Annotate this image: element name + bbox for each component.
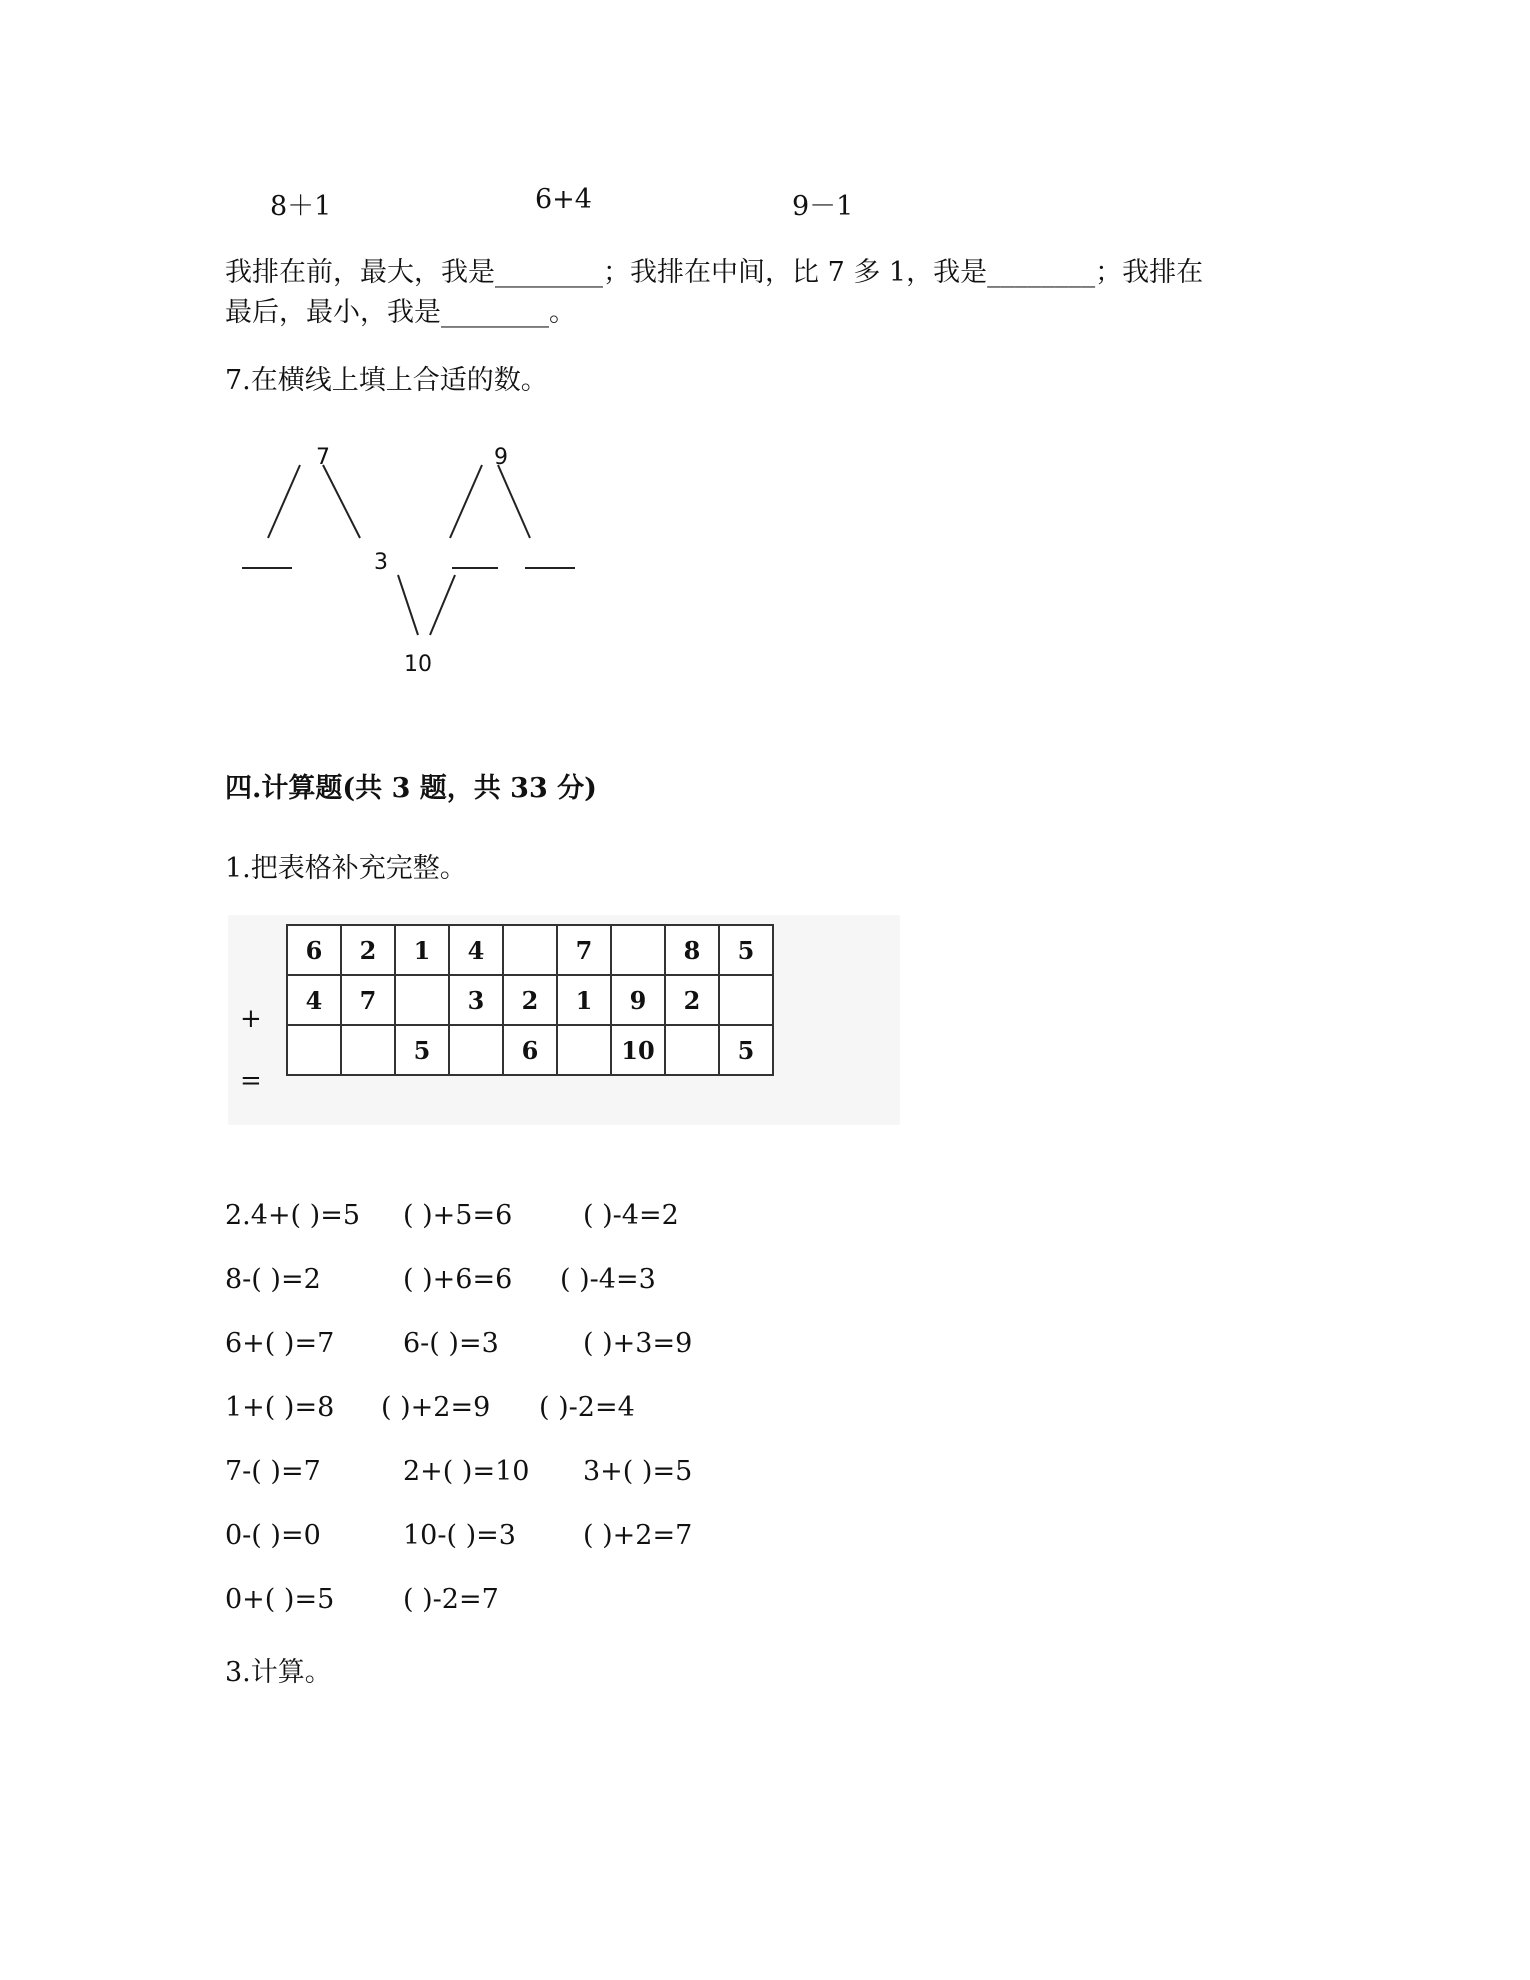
bond-number-9: 9 bbox=[494, 445, 508, 470]
expr-2: 6+4 bbox=[535, 184, 592, 215]
q6-sentence-line1: 我排在前，最大，我是________；我排在中间，比 7 多 1，我是________；我排在 bbox=[225, 257, 1204, 288]
table-cell: 4 bbox=[449, 925, 503, 975]
q2-item: 1+( )=8 bbox=[225, 1392, 335, 1423]
q2-item: ( )-4=3 bbox=[560, 1264, 656, 1295]
row-label-equals: = bbox=[240, 1066, 262, 1096]
table-cell: 5 bbox=[719, 1025, 773, 1075]
table-cell: 1 bbox=[395, 925, 449, 975]
q2-item: 0+( )=5 bbox=[225, 1584, 335, 1615]
table-cell bbox=[719, 975, 773, 1025]
number-bond-lines bbox=[230, 430, 600, 690]
table-cell: 9 bbox=[611, 975, 665, 1025]
q2-item: ( )-2=7 bbox=[403, 1584, 499, 1615]
table-cell: 8 bbox=[665, 925, 719, 975]
table-row bbox=[287, 925, 773, 975]
table-cell: 10 bbox=[611, 1025, 665, 1075]
table-cell: 5 bbox=[719, 925, 773, 975]
table-row bbox=[287, 1025, 773, 1075]
expr-3: 9－1 bbox=[792, 191, 854, 222]
q2-item: 8-( )=2 bbox=[225, 1264, 321, 1295]
table-cell: 2 bbox=[503, 975, 557, 1025]
table-cell bbox=[341, 1025, 395, 1075]
table-cell bbox=[503, 925, 557, 975]
q2-item: 10-( )=3 bbox=[403, 1520, 516, 1551]
table-cell: 7 bbox=[341, 975, 395, 1025]
table-cell bbox=[557, 1025, 611, 1075]
table-cell: 7 bbox=[557, 925, 611, 975]
table-cell: 5 bbox=[395, 1025, 449, 1075]
q1-title: 1.把表格补充完整。 bbox=[225, 853, 467, 884]
table-cell: 2 bbox=[341, 925, 395, 975]
table-cell: 2 bbox=[665, 975, 719, 1025]
q7-title: 7.在横线上填上合适的数。 bbox=[225, 365, 548, 396]
fill-table bbox=[286, 924, 774, 1076]
q2-item: ( )+5=6 bbox=[403, 1200, 513, 1231]
bond-number-10: 10 bbox=[404, 652, 432, 677]
q6-sentence-line2: 最后，最小，我是________。 bbox=[225, 297, 576, 328]
q2-item: ( )+3=9 bbox=[583, 1328, 693, 1359]
table-cell bbox=[449, 1025, 503, 1075]
q2-item: 6+( )=7 bbox=[225, 1328, 335, 1359]
q3-title: 3.计算。 bbox=[225, 1657, 332, 1688]
expr-1: 8＋1 bbox=[270, 191, 332, 222]
q2-item: 2+( )=10 bbox=[403, 1456, 530, 1487]
q2-item: 3+( )=5 bbox=[583, 1456, 693, 1487]
table-cell: 1 bbox=[557, 975, 611, 1025]
q2-item: ( )+2=7 bbox=[583, 1520, 693, 1551]
q2-item: ( )-2=4 bbox=[539, 1392, 635, 1423]
table-cell bbox=[395, 975, 449, 1025]
q2-item: 2.4+( )=5 bbox=[225, 1200, 361, 1231]
table-cell bbox=[611, 925, 665, 975]
q2-item: 7-( )=7 bbox=[225, 1456, 321, 1487]
table-cell bbox=[287, 1025, 341, 1075]
q2-item: 6-( )=3 bbox=[403, 1328, 499, 1359]
q2-item: ( )-4=2 bbox=[583, 1200, 679, 1231]
q2-item: ( )+6=6 bbox=[403, 1264, 513, 1295]
table-cell: 6 bbox=[287, 925, 341, 975]
table-cell: 6 bbox=[503, 1025, 557, 1075]
table-cell: 3 bbox=[449, 975, 503, 1025]
table-row bbox=[287, 975, 773, 1025]
table-cell: 4 bbox=[287, 975, 341, 1025]
bond-number-7: 7 bbox=[316, 445, 330, 470]
table-cell bbox=[665, 1025, 719, 1075]
bond-number-3: 3 bbox=[374, 550, 388, 575]
row-label-plus: + bbox=[240, 1004, 262, 1034]
q2-item: ( )+2=9 bbox=[381, 1392, 491, 1423]
q2-item: 0-( )=0 bbox=[225, 1520, 321, 1551]
section-title: 四.计算题(共 3 题，共 33 分) bbox=[225, 773, 597, 804]
